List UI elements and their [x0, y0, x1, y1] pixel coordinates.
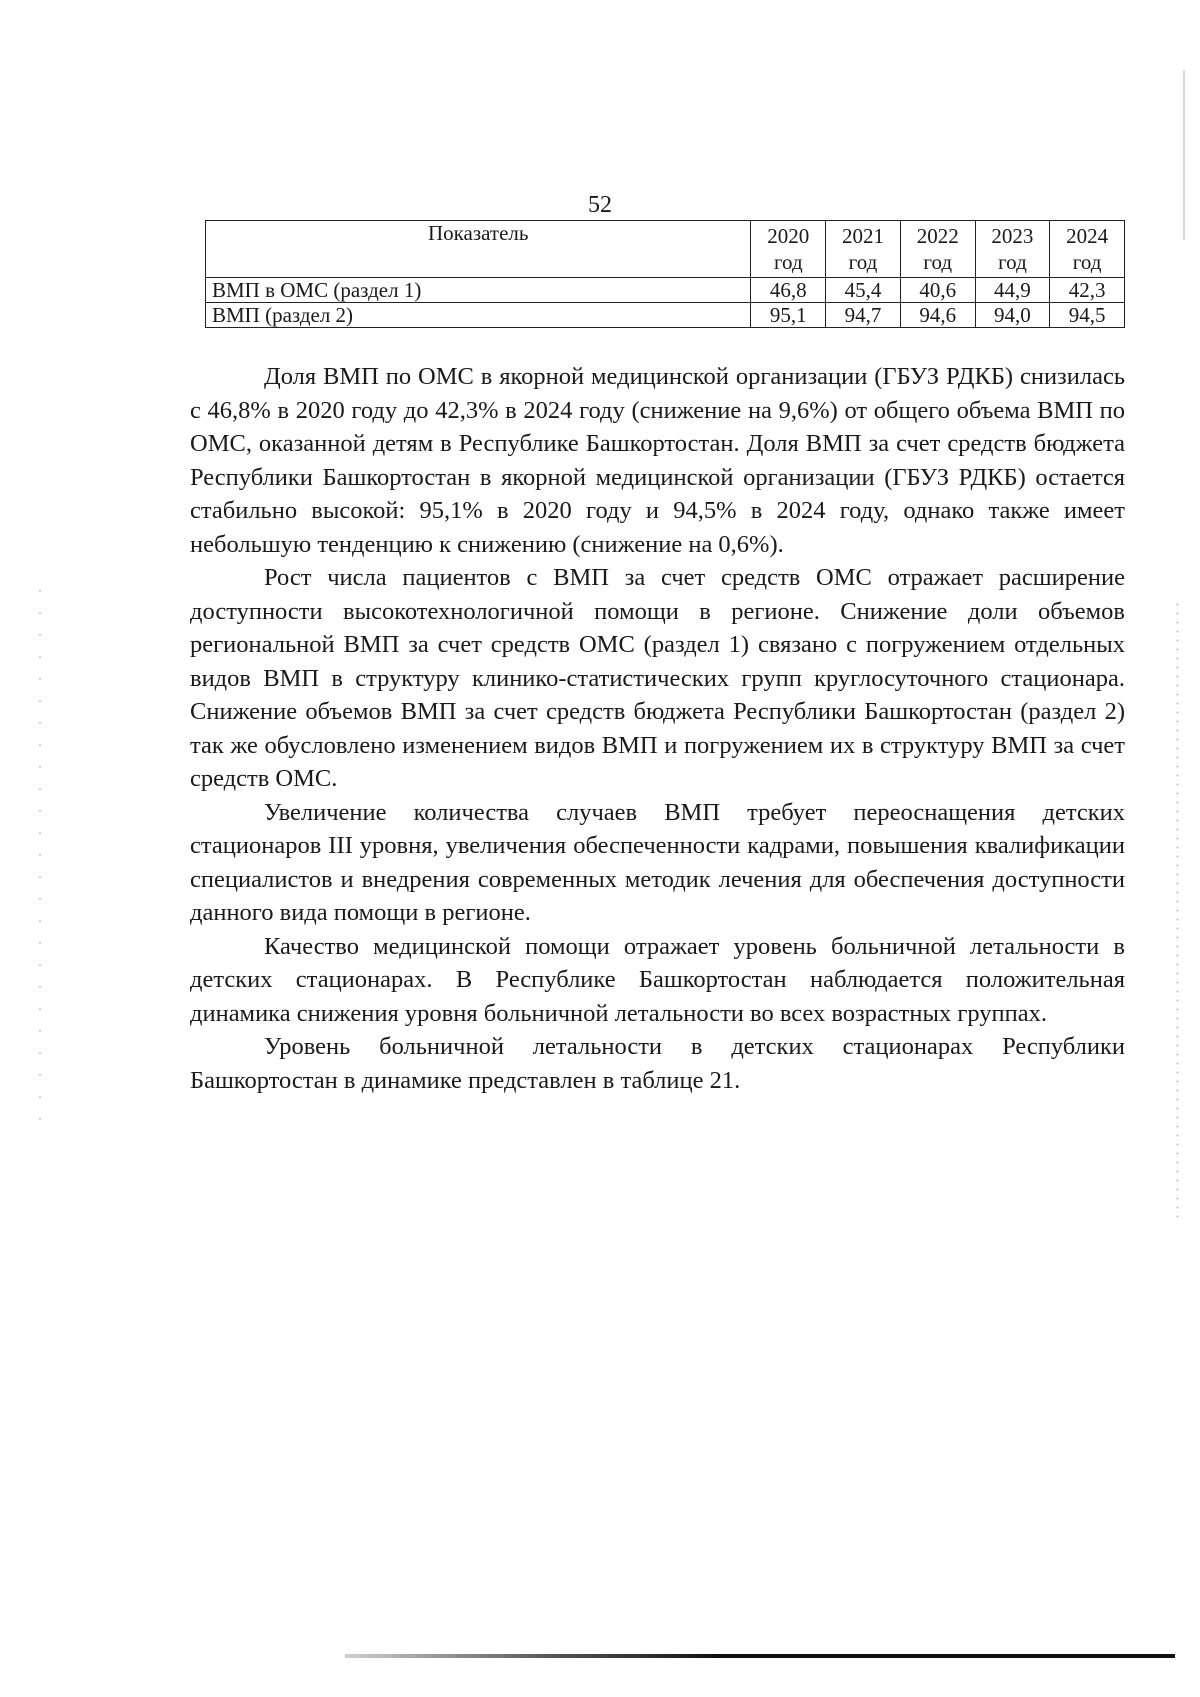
paragraph: Доля ВМП по ОМС в якорной медицинской организации (ГБУЗ РДКБ) снизилась с 46,8% в 2020 году до 42,3% в 2024 году (снижение на 9,6%) от общего объема ВМП по ОМС, оказанной детям в Республике Башкортостан. Доля ВМП за счет средств бюджета Республики Башкортостан в якорной медицинской организации (ГБУЗ РДКБ) остается стабильно высокой: 95,1% в 2020 году и 94,5% в 2024 году, однако также имеет небольшую тенденцию к снижению (снижение на 0,6%). [190, 363, 1125, 558]
table-cell: 94,6 [900, 303, 975, 328]
row-label: ВМП (раздел 2) [206, 303, 751, 328]
scan-dots-right [1176, 600, 1179, 1220]
header-year-2022 [900, 221, 975, 278]
header-year: 2022 [916, 224, 959, 248]
header-year-unit: год [923, 250, 953, 274]
table-cell: 94,7 [826, 303, 901, 328]
header-year: 2020 [767, 224, 810, 248]
table-cell: 40,6 [900, 278, 975, 303]
paragraph: Рост числа пациентов с ВМП за счет средств ОМС отражает расширение доступности высокотехнологичной помощи в регионе. Снижение доли объемов региональной ВМП за счет средств ОМС (раздел 1) связано с погружением отдельных видов ВМП в структуру клинико-статистических групп круглосуточного стационара. Снижение объемов ВМП за счет средств бюджета Республики Башкортостан (раздел 2) так же обусловлено изменением видов ВМП и погружением их в структуру ВМП за счет средств ОМС. [190, 564, 1125, 792]
header-year: 2021 [842, 224, 884, 248]
paragraph: Увеличение количества случаев ВМП требует переоснащения детских стационаров III уровня, увеличения обеспеченности кадрами, повышения квалификации специалистов и внедрения современных методик лечения для обеспечения доступности данного вида помощи в регионе. [190, 798, 1125, 926]
row-label: ВМП в ОМС (раздел 1) [206, 278, 751, 303]
header-year: 2024 [1066, 224, 1109, 248]
table-cell: 94,5 [1050, 303, 1125, 328]
header-year-2021 [826, 221, 901, 278]
header-year-2020 [751, 221, 826, 278]
paragraph: Качество медицинской помощи отражает уровень больничной летальности в детских стационарах. В Республике Башкортостан наблюдается положительная динамика снижения уровня больничной летальности во всех возрастных группах. [190, 932, 1125, 1027]
body-text [190, 360, 1125, 1097]
header-year-unit: год [848, 250, 878, 274]
table-cell: 94,0 [975, 303, 1050, 328]
paragraph: Уровень больничной летальности в детских стационарах Республики Башкортостан в динамике представлен в таблице 21. [190, 1033, 1125, 1094]
header-year-unit: год [998, 250, 1027, 274]
header-indicator: Показатель [206, 221, 751, 278]
header-year-unit: год [773, 250, 803, 274]
header-year-unit: год [1072, 250, 1102, 274]
table-row [206, 278, 1125, 303]
header-year-2024 [1050, 221, 1125, 278]
table-cell: 45,4 [826, 278, 901, 303]
scan-bottom-line [345, 1654, 1175, 1658]
table-cell: 42,3 [1050, 278, 1125, 303]
header-year: 2023 [991, 224, 1034, 248]
table-header-row [206, 221, 1125, 278]
page-number: 52 [588, 192, 612, 218]
vmp-share-table [205, 220, 1125, 328]
scan-dots-left [38, 580, 42, 1140]
table-cell: 95,1 [751, 303, 826, 328]
table-cell: 46,8 [751, 278, 826, 303]
table-cell: 44,9 [975, 278, 1050, 303]
table-row [206, 303, 1125, 328]
header-year-2023 [975, 221, 1050, 278]
